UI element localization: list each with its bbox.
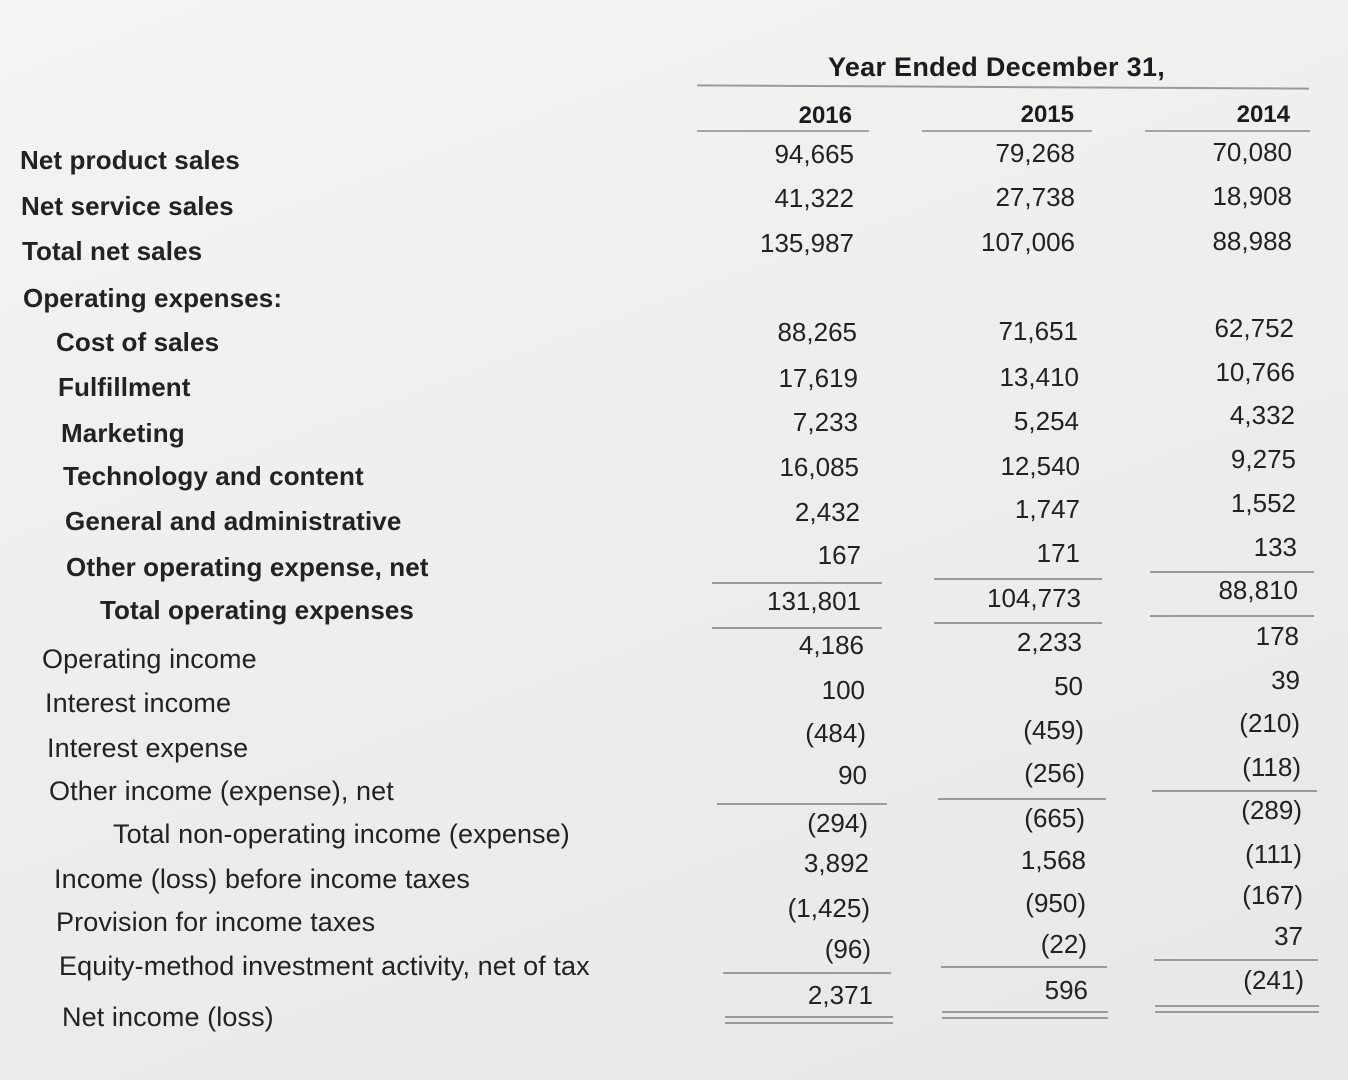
pre-net-rule-2015 [941, 966, 1107, 968]
label-marketing: Marketing [61, 418, 185, 448]
value-2015-marketing: 5,254 [1013, 406, 1079, 436]
value-2015-total-net-sales: 107,006 [981, 227, 1075, 257]
value-2014-other-income: (118) [1242, 752, 1301, 782]
label-net-product-sales: Net product sales [20, 145, 240, 175]
value-2015-other-operating: 171 [1036, 538, 1080, 568]
net-income-double-rule-2014-b [1155, 1011, 1319, 1013]
label-other-operating-expense: Other operating expense, net [66, 552, 429, 582]
value-2016-total-non-operating: (294) [807, 808, 868, 838]
value-2016-interest-income: 100 [821, 675, 865, 705]
value-2016-technology: 16,085 [779, 452, 859, 482]
subtotal-rule-2016 [712, 582, 882, 584]
year-rule-2014 [1145, 130, 1310, 132]
net-income-double-rule-2015-b [942, 1017, 1108, 1019]
non-op-rule-2014 [1152, 790, 1317, 792]
label-general-and-administrative: General and administrative [65, 506, 402, 536]
value-2016-equity-method: (96) [824, 934, 871, 964]
value-2015-net-income: 596 [1044, 975, 1088, 1005]
value-2015-technology: 12,540 [1000, 451, 1080, 481]
value-2016-total-operating: 131,801 [767, 586, 861, 616]
total-opex-rule-2016 [712, 627, 882, 629]
value-2015-other-income: (256) [1024, 758, 1085, 788]
label-net-service-sales: Net service sales [21, 191, 234, 221]
label-provision-for-taxes: Provision for income taxes [56, 907, 376, 937]
total-opex-rule-2014 [1150, 615, 1314, 617]
value-2014-operating-income: 178 [1255, 621, 1299, 651]
net-income-double-rule-2014-a [1155, 1005, 1319, 1007]
value-2016-operating-income: 4,186 [798, 630, 864, 660]
value-2014-total-net-sales: 88,988 [1212, 226, 1292, 256]
label-net-income: Net income (loss) [62, 1002, 274, 1032]
value-2016-net-product-sales: 94,665 [774, 139, 854, 169]
label-interest-expense: Interest expense [47, 733, 249, 763]
value-2016-other-income: 90 [838, 760, 867, 790]
pre-net-rule-2014 [1154, 959, 1318, 961]
value-2016-net-income: 2,371 [807, 980, 873, 1010]
value-2015-operating-income: 2,233 [1016, 627, 1082, 657]
label-fulfillment: Fulfillment [58, 372, 191, 402]
value-2014-interest-expense: (210) [1239, 708, 1300, 738]
value-2014-total-non-operating: (289) [1241, 795, 1302, 825]
value-2014-net-income: (241) [1243, 965, 1304, 995]
column-group-header: Year Ended December 31, [828, 52, 1166, 82]
net-income-double-rule-2016-a [725, 1016, 893, 1018]
value-2016-income-before-taxes: 3,892 [803, 848, 869, 878]
value-2015-net-product-sales: 79,268 [995, 138, 1075, 168]
value-2014-interest-income: 39 [1271, 665, 1300, 695]
value-2015-total-operating: 104,773 [987, 583, 1081, 613]
label-interest-income: Interest income [45, 688, 232, 718]
label-operating-expenses: Operating expenses: [23, 283, 283, 313]
value-2014-other-operating: 133 [1253, 532, 1297, 562]
net-income-double-rule-2015-a [942, 1011, 1108, 1013]
value-2016-provision-taxes: (1,425) [787, 893, 870, 923]
label-cost-of-sales: Cost of sales [56, 327, 220, 357]
net-income-double-rule-2016-b [725, 1022, 893, 1024]
year-header-2014: 2014 [1236, 101, 1290, 128]
label-equity-method: Equity-method investment activity, net of tax [59, 951, 590, 981]
value-2016-interest-expense: (484) [805, 718, 866, 748]
value-2014-general-admin: 1,552 [1230, 488, 1296, 518]
value-2014-equity-method: 37 [1274, 921, 1303, 951]
value-2014-technology: 9,275 [1230, 444, 1296, 474]
value-2014-cost-of-sales: 62,752 [1214, 313, 1294, 343]
value-2015-net-service-sales: 27,738 [995, 182, 1075, 212]
year-header-2016: 2016 [798, 102, 852, 129]
value-2016-net-service-sales: 41,322 [774, 183, 854, 213]
label-operating-income: Operating income [42, 644, 257, 674]
value-2016-general-admin: 2,432 [794, 497, 860, 527]
year-rule-2015 [922, 130, 1092, 132]
value-2014-net-product-sales: 70,080 [1212, 137, 1292, 167]
label-technology-and-content: Technology and content [63, 461, 364, 491]
subtotal-rule-2015 [934, 578, 1102, 580]
value-2015-equity-method: (22) [1040, 929, 1087, 959]
value-2015-total-non-operating: (665) [1024, 803, 1085, 833]
value-2015-provision-taxes: (950) [1025, 888, 1086, 918]
year-rule-2016 [697, 130, 869, 132]
year-header-2015: 2015 [1020, 101, 1074, 128]
header-rule [697, 84, 1309, 89]
subtotal-rule-2014 [1150, 571, 1314, 573]
value-2014-income-before-taxes: (111) [1245, 839, 1302, 869]
value-2014-marketing: 4,332 [1229, 400, 1295, 430]
non-op-rule-2016 [717, 803, 887, 805]
value-2016-other-operating: 167 [817, 540, 861, 570]
label-income-before-taxes: Income (loss) before income taxes [54, 864, 470, 894]
value-2014-net-service-sales: 18,908 [1212, 181, 1292, 211]
label-total-operating-expenses: Total operating expenses [100, 595, 414, 625]
total-opex-rule-2015 [934, 622, 1102, 624]
label-total-net-sales: Total net sales [22, 236, 203, 266]
value-2016-marketing: 7,233 [792, 407, 858, 437]
value-2014-total-operating: 88,810 [1218, 575, 1298, 605]
value-2015-interest-income: 50 [1054, 671, 1083, 701]
value-2015-fulfillment: 13,410 [999, 362, 1079, 392]
label-total-non-operating: Total non-operating income (expense) [113, 819, 570, 849]
value-2016-cost-of-sales: 88,265 [777, 317, 857, 347]
non-op-rule-2015 [938, 798, 1106, 800]
value-2016-fulfillment: 17,619 [778, 363, 858, 393]
value-2016-total-net-sales: 135,987 [760, 228, 854, 258]
value-2015-income-before-taxes: 1,568 [1020, 845, 1086, 875]
value-2014-fulfillment: 10,766 [1215, 357, 1295, 387]
label-other-income-expense: Other income (expense), net [49, 776, 394, 806]
value-2015-cost-of-sales: 71,651 [998, 316, 1078, 346]
value-2014-provision-taxes: (167) [1242, 880, 1303, 910]
value-2015-general-admin: 1,747 [1014, 494, 1080, 524]
value-2015-interest-expense: (459) [1023, 715, 1084, 745]
pre-net-rule-2016 [723, 972, 891, 974]
